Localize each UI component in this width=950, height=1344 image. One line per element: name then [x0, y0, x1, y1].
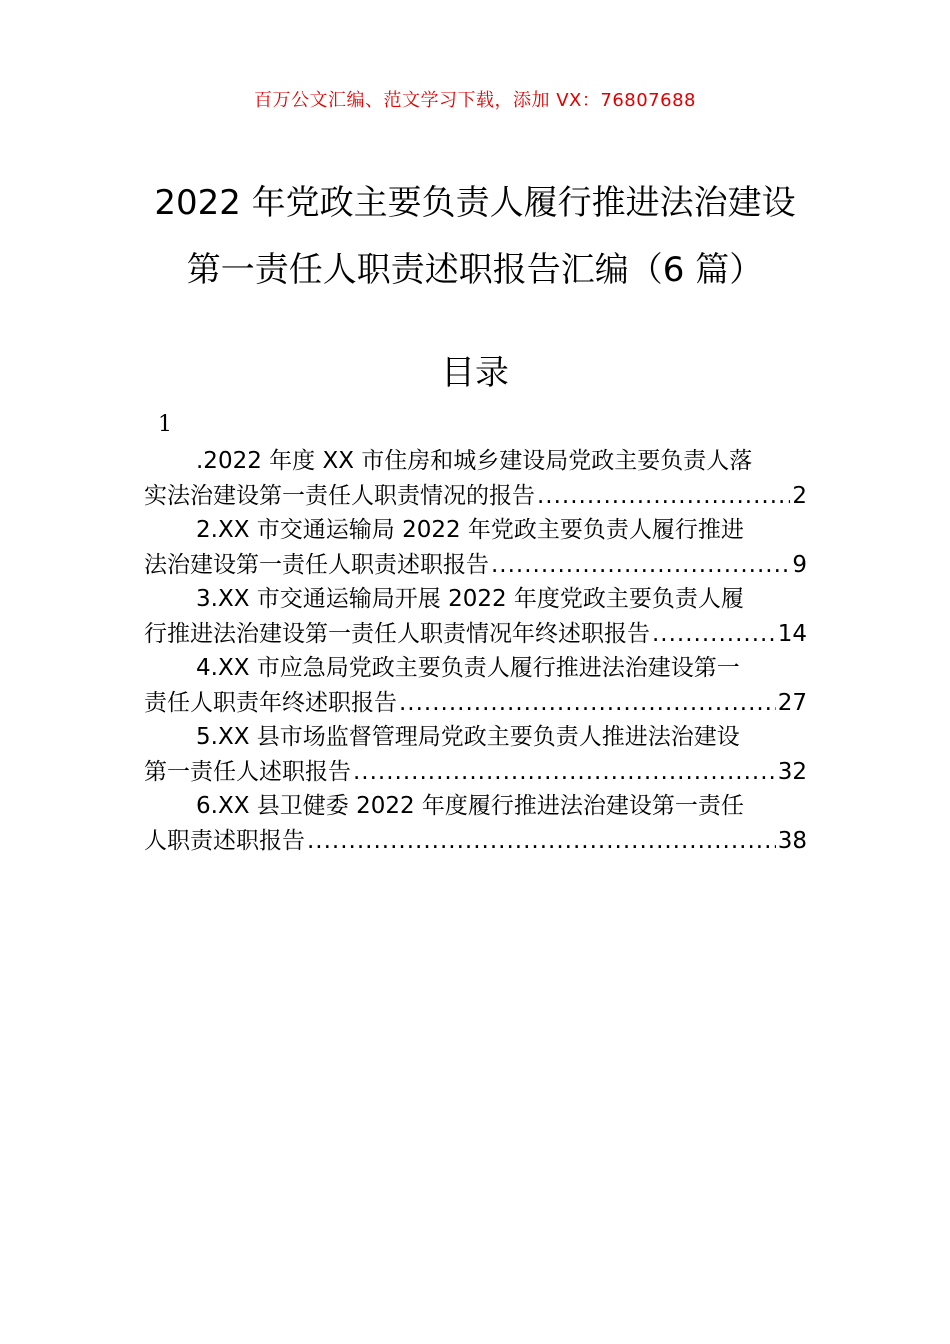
toc-marker: 1	[158, 412, 172, 437]
toc-entry-title-row	[144, 479, 807, 514]
toc-entry-title-line2: 人职责述职报告	[144, 827, 305, 854]
toc-entry-title-line2: 责任人职责年终述职报告	[144, 689, 397, 716]
toc-dot-leader	[491, 548, 790, 583]
toc-page-number: 38	[777, 827, 807, 854]
toc-entry-title-line1: 5.XX 县市场监督管理局党政主要负责人推进法治建设	[196, 724, 740, 750]
toc-page-number: 9	[792, 551, 807, 578]
toc-entry-title-line1: 6.XX 县卫健委 2022 年度履行推进法治建设第一责任	[196, 793, 744, 819]
toc-page-number: 32	[777, 758, 807, 785]
toc-entry-title-row	[144, 548, 807, 583]
toc-entry-title-line1: .2022 年度 XX 市住房和城乡建设局党政主要负责人落	[196, 448, 753, 474]
toc-entry-title-line1: 4.XX 市应急局党政主要负责人履行推进法治建设第一	[196, 655, 740, 681]
toc-list	[144, 444, 807, 858]
toc-entry-title-row	[144, 755, 807, 790]
toc-entry-1[interactable]	[144, 444, 807, 513]
toc-dot-leader	[537, 479, 790, 514]
toc-page-number: 14	[777, 620, 807, 647]
toc-entry-title-row	[144, 824, 807, 859]
toc-dot-leader	[307, 824, 776, 859]
toc-entry-title-line2: 行推进法治建设第一责任人职责情况年终述职报告	[144, 620, 650, 647]
toc-dot-leader	[353, 755, 776, 790]
toc-entry-title-line1: 3.XX 市交通运输局开展 2022 年度党政主要负责人履	[196, 586, 744, 612]
toc-entry-5[interactable]	[144, 720, 807, 789]
document-title-line-1: 2022 年党政主要负责人履行推进法治建设	[154, 183, 796, 223]
toc-page-number: 2	[792, 482, 807, 509]
toc-page-number: 27	[777, 689, 807, 716]
toc-dot-leader	[399, 686, 776, 721]
document-title-line-2: 第一责任人职责述职报告汇编（6 篇）	[186, 250, 764, 290]
header-watermark-note: 百万公文汇编、范文学习下载，添加 VX：76807688	[254, 90, 696, 111]
toc-entry-title-row	[144, 617, 807, 652]
toc-entry-title-line2: 法治建设第一责任人职责述职报告	[144, 551, 489, 578]
toc-dot-leader	[652, 617, 776, 652]
toc-entry-title-row	[144, 686, 807, 721]
toc-entry-4[interactable]	[144, 651, 807, 720]
toc-entry-title-line2: 第一责任人述职报告	[144, 758, 351, 785]
toc-entry-6[interactable]	[144, 789, 807, 858]
toc-entry-3[interactable]	[144, 582, 807, 651]
toc-entry-title-line2: 实法治建设第一责任人职责情况的报告	[144, 482, 535, 509]
toc-heading: 目录	[441, 353, 509, 393]
toc-entry-title-line1: 2.XX 市交通运输局 2022 年党政主要负责人履行推进	[196, 517, 744, 543]
toc-entry-2[interactable]	[144, 513, 807, 582]
